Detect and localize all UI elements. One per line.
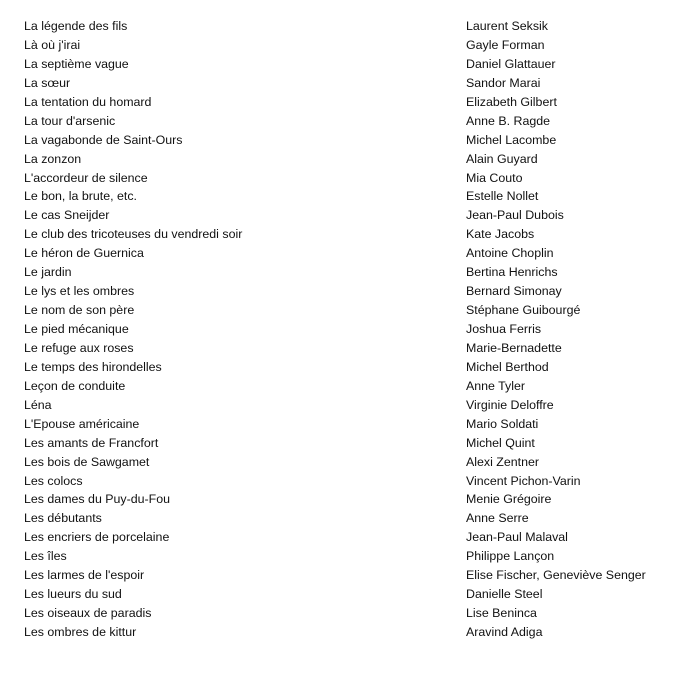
book-title: Les lueurs du sud [24,587,122,602]
book-row [0,36,700,55]
book-title: Le héron de Guernica [24,246,144,261]
book-title: Les encriers de porcelaine [24,530,170,545]
book-author: Vincent Pichon-Varin [466,473,581,488]
book-row [0,566,700,585]
book-row [0,472,700,491]
book-title: Le pied mécanique [24,322,129,336]
book-title: Léna [24,397,52,412]
book-author: Mario Soldati [466,416,539,431]
book-row [0,112,700,131]
book-title: La tentation du homard [24,94,152,109]
book-author: Lise Beninca [466,606,537,621]
book-title: Les larmes de l'espoir [24,568,145,583]
book-row [0,282,700,301]
book-row [0,604,700,623]
book-title: Le nom de son père [24,303,135,318]
book-title: La septième vague [24,56,129,71]
book-row [0,415,700,434]
book-author: Aravind Adiga [466,625,543,639]
book-list [0,17,700,642]
book-row [0,377,700,396]
book-row [0,93,700,112]
book-row [0,187,700,206]
book-title: Les dames du Puy-du-Fou [24,492,171,507]
book-author: Danielle Steel [466,587,543,602]
book-title: L'accordeur de silence [24,170,148,185]
book-title: Les amants de Francfort [24,435,159,450]
book-row [0,358,700,377]
book-author: Antoine Choplin [466,246,554,261]
book-author: Marie-Bernadette [466,340,562,355]
book-row [0,169,700,188]
book-title: Là où j'irai [24,37,81,52]
book-row [0,131,700,150]
book-author: Bertina Henrichs [466,265,558,280]
book-row [0,150,700,169]
book-row [0,623,700,642]
book-title: Les oiseaux de paradis [24,606,152,621]
book-title: Les ombres de kittur [24,625,137,639]
book-title: Les colocs [24,473,83,488]
book-author: Sandor Marai [466,75,541,90]
book-author: Kate Jacobs [466,227,535,242]
book-row [0,509,700,528]
book-author: Anne Tyler [466,378,526,393]
book-row [0,585,700,604]
book-author: Jean-Paul Malaval [466,530,568,545]
book-title: La légende des fils [24,19,128,33]
book-title: Les débutants [24,511,102,526]
book-title: La zonzon [24,151,82,166]
book-row [0,339,700,358]
book-author: Joshua Ferris [466,322,542,336]
book-row [0,320,700,339]
book-title: Les bois de Sawgamet [24,454,150,469]
book-author: Gayle Forman [466,37,545,52]
book-row [0,244,700,263]
book-author: Virginie Deloffre [466,397,554,412]
book-row [0,301,700,320]
book-row [0,490,700,509]
book-title: Le temps des hirondelles [24,359,162,374]
book-title: L'Epouse américaine [24,416,140,431]
book-row [0,55,700,74]
book-author: Elise Fischer, Geneviève Senger [466,568,646,583]
book-row [0,396,700,415]
book-title: Le jardin [24,265,72,280]
book-title: Le refuge aux roses [24,340,134,355]
book-author: Michel Lacombe [466,132,557,147]
book-author: Alain Guyard [466,151,538,166]
book-title: Le club des tricoteuses du vendredi soir [24,227,243,242]
book-author: Bernard Simonay [466,284,562,299]
book-row [0,547,700,566]
book-author: Alexi Zentner [466,454,540,469]
book-author: Elizabeth Gilbert [466,94,557,109]
book-author: Stéphane Guibourgé [466,303,581,318]
book-author: Jean-Paul Dubois [466,208,564,223]
book-author: Philippe Lançon [466,549,555,564]
book-title: Le cas Sneijder [24,208,110,223]
book-row [0,434,700,453]
book-title: Les îles [24,549,67,564]
book-author: Mia Couto [466,170,523,185]
book-author: Anne B. Ragde [466,113,551,128]
book-author: Laurent Seksik [466,19,548,33]
book-author: Estelle Nollet [466,189,539,204]
book-row [0,206,700,225]
book-row [0,453,700,472]
book-title: Leçon de conduite [24,378,126,393]
book-author: Daniel Glattauer [466,56,556,71]
book-row [0,17,700,36]
book-author: Michel Berthod [466,359,549,374]
book-title: La sœur [24,75,71,90]
book-title: Le bon, la brute, etc. [24,189,137,204]
book-row [0,263,700,282]
book-author: Anne Serre [466,511,529,526]
book-title: La tour d'arsenic [24,113,116,128]
book-row [0,74,700,93]
book-row [0,528,700,547]
book-row [0,225,700,244]
book-author: Menie Grégoire [466,492,552,507]
book-title: Le lys et les ombres [24,284,135,299]
book-author: Michel Quint [466,435,535,450]
book-title: La vagabonde de Saint-Ours [24,132,183,147]
